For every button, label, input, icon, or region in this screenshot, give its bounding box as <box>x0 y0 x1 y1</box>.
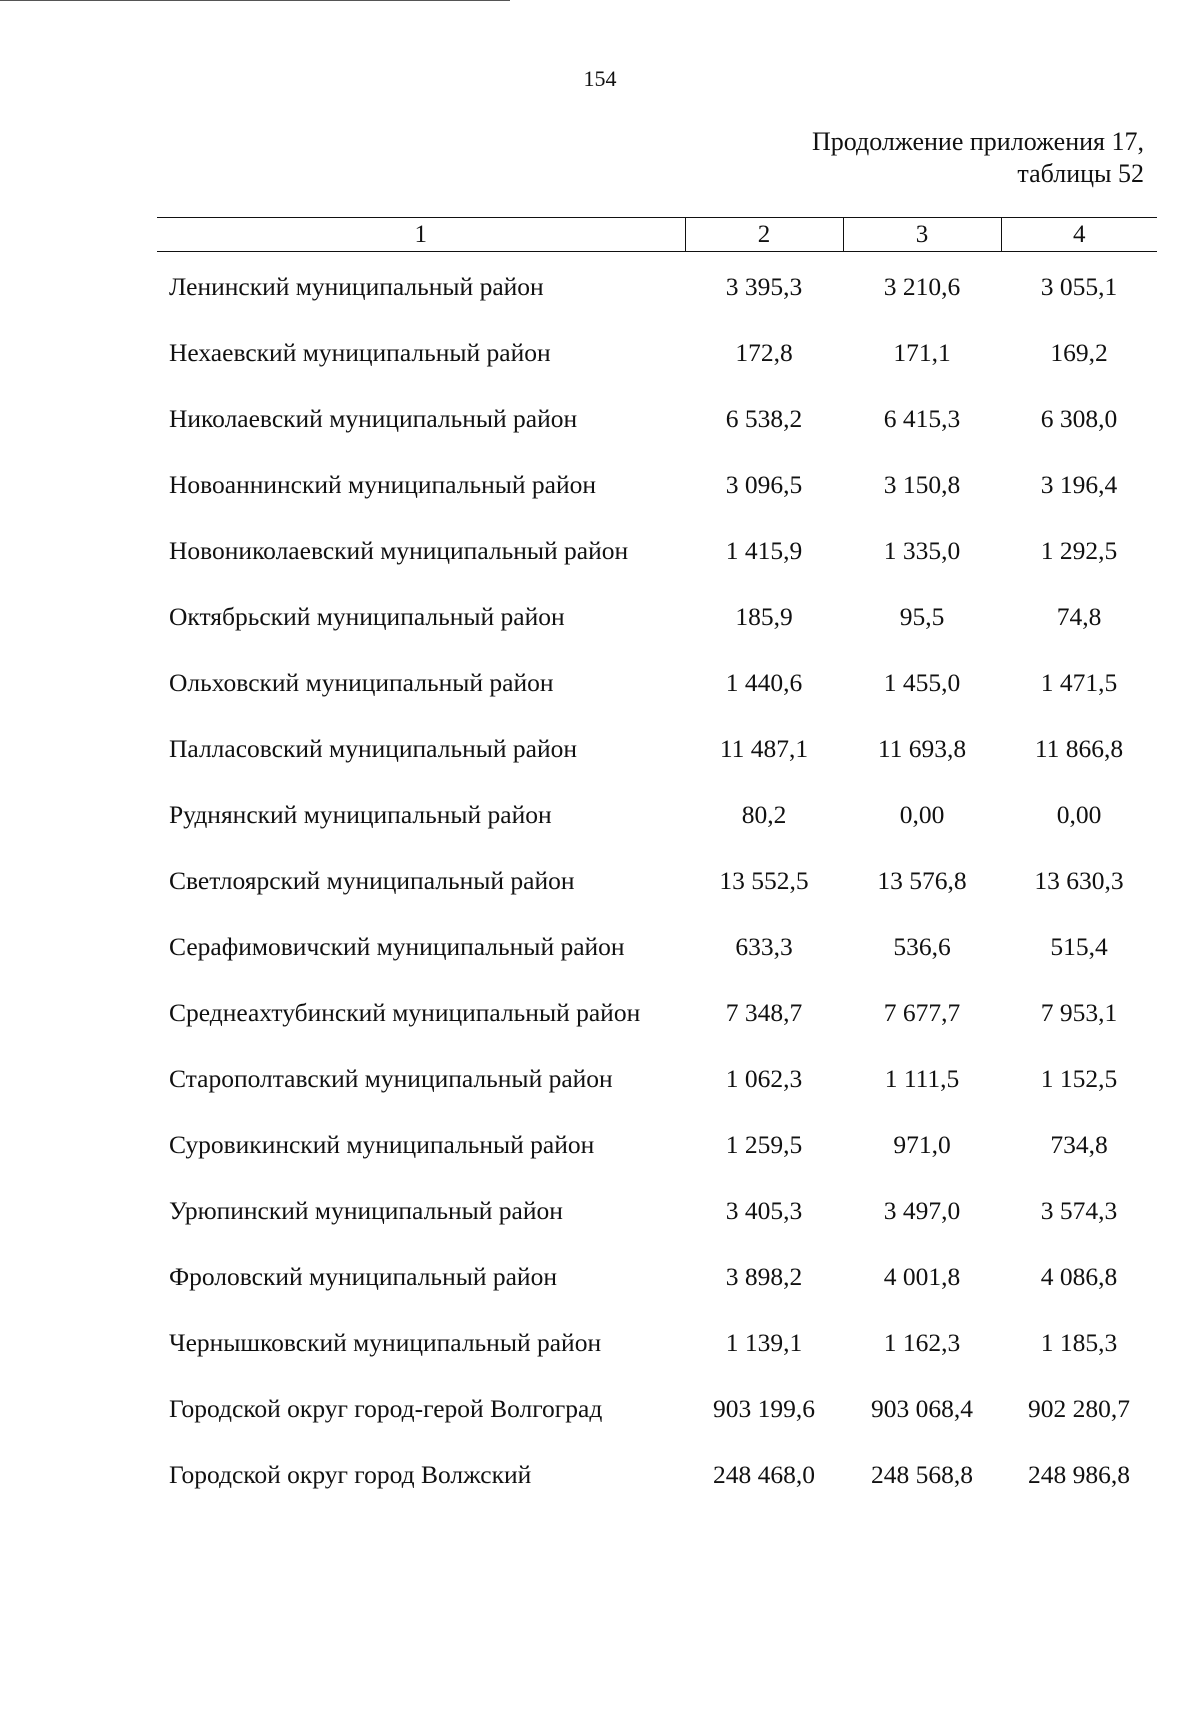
value-cell-col-2: 1 139,1 <box>725 1328 803 1357</box>
value-cell-col-4: 3 055,1 <box>1040 272 1118 301</box>
value-cell-col-4: 1 292,5 <box>1040 536 1118 565</box>
table-row <box>157 1195 1157 1261</box>
table-body <box>157 252 1157 1526</box>
table-row <box>157 1129 1157 1195</box>
value-cell-col-3: 971,0 <box>893 1130 951 1159</box>
value-cell-col-4: 1 185,3 <box>1040 1328 1118 1357</box>
municipality-name: Ольховский муниципальный район <box>169 668 554 697</box>
table-row <box>157 1393 1157 1459</box>
value-cell-col-4: 74,8 <box>1056 602 1102 631</box>
value-cell-col-2: 633,3 <box>735 932 793 961</box>
value-cell-col-4: 515,4 <box>1050 932 1108 961</box>
municipality-name: Нехаевский муниципальный район <box>169 338 551 367</box>
caption-line-2: таблицы 52 <box>1017 159 1144 188</box>
table-row <box>157 799 1157 865</box>
value-cell-col-2: 7 348,7 <box>725 998 803 1027</box>
value-cell-col-3: 7 677,7 <box>883 998 961 1027</box>
value-cell-col-3: 3 497,0 <box>883 1196 961 1225</box>
municipality-name: Ленинский муниципальный район <box>169 272 544 301</box>
value-cell-col-3: 1 335,0 <box>883 536 961 565</box>
municipality-name: Урюпинский муниципальный район <box>169 1196 563 1225</box>
value-cell-col-4: 248 986,8 <box>1028 1460 1130 1489</box>
value-cell-col-3: 171,1 <box>893 338 951 367</box>
table-row <box>157 601 1157 667</box>
municipality-name: Палласовский муниципальный район <box>169 734 577 763</box>
municipality-name: Среднеахтубинский муниципальный район <box>169 998 641 1027</box>
table-row <box>157 1261 1157 1327</box>
value-cell-col-4: 7 953,1 <box>1040 998 1118 1027</box>
value-cell-col-2: 3 395,3 <box>725 272 803 301</box>
value-cell-col-3: 3 150,8 <box>883 470 961 499</box>
value-cell-col-4: 0,00 <box>1056 800 1102 829</box>
table-caption <box>812 126 1144 190</box>
value-cell-col-2: 6 538,2 <box>725 404 803 433</box>
municipality-name: Серафимовичский муниципальный район <box>169 932 625 961</box>
value-cell-col-2: 248 468,0 <box>713 1460 815 1489</box>
table-row <box>157 403 1157 469</box>
column-header: 2 <box>685 218 843 252</box>
value-cell-col-2: 80,2 <box>741 800 787 829</box>
municipality-name: Суровикинский муниципальный район <box>169 1130 595 1159</box>
value-cell-col-2: 1 440,6 <box>725 668 803 697</box>
table-row <box>157 865 1157 931</box>
value-cell-col-2: 3 405,3 <box>725 1196 803 1225</box>
table-row <box>157 667 1157 733</box>
table-row <box>157 337 1157 403</box>
column-header: 3 <box>843 218 1001 252</box>
value-cell-col-4: 13 630,3 <box>1034 866 1124 895</box>
value-cell-col-3: 1 111,5 <box>884 1064 960 1093</box>
table-row <box>157 271 1157 337</box>
value-cell-col-3: 95,5 <box>899 602 945 631</box>
municipality-name: Октябрьский муниципальный район <box>169 602 565 631</box>
value-cell-col-3: 536,6 <box>893 932 951 961</box>
value-cell-col-3: 4 001,8 <box>883 1262 961 1291</box>
column-header: 4 <box>1001 218 1157 252</box>
table-row <box>157 1459 1157 1525</box>
municipality-name: Фроловский муниципальный район <box>169 1262 557 1291</box>
value-cell-col-3: 3 210,6 <box>883 272 961 301</box>
value-cell-col-4: 4 086,8 <box>1040 1262 1118 1291</box>
value-cell-col-2: 172,8 <box>735 338 793 367</box>
municipality-name: Городской округ город Волжский <box>169 1460 532 1489</box>
top-rule <box>0 0 510 1</box>
value-cell-col-2: 1 259,5 <box>725 1130 803 1159</box>
value-cell-col-3: 1 455,0 <box>883 668 961 697</box>
table-row <box>157 1063 1157 1129</box>
municipality-name: Николаевский муниципальный район <box>169 404 578 433</box>
page-number: 154 <box>583 66 617 91</box>
value-cell-col-4: 11 866,8 <box>1034 734 1124 763</box>
municipality-name: Старополтавский муниципальный район <box>169 1064 613 1093</box>
value-cell-col-2: 1 062,3 <box>725 1064 803 1093</box>
value-cell-col-3: 13 576,8 <box>877 866 967 895</box>
value-cell-col-3: 903 068,4 <box>871 1394 973 1423</box>
value-cell-col-4: 1 152,5 <box>1040 1064 1118 1093</box>
table-row <box>157 931 1157 997</box>
value-cell-col-4: 3 574,3 <box>1040 1196 1118 1225</box>
value-cell-col-2: 903 199,6 <box>713 1394 815 1423</box>
municipality-name: Светлоярский муниципальный район <box>169 866 575 895</box>
caption-line-1: Продолжение приложения 17, <box>811 127 1144 156</box>
table-row <box>157 997 1157 1063</box>
municipality-name: Новоаннинский муниципальный район <box>169 470 596 499</box>
column-header: 1 <box>157 218 685 252</box>
value-cell-col-2: 1 415,9 <box>725 536 803 565</box>
municipality-name: Городской округ город-герой Волгоград <box>169 1394 603 1423</box>
value-cell-col-2: 3 898,2 <box>725 1262 803 1291</box>
value-cell-col-4: 3 196,4 <box>1040 470 1118 499</box>
value-cell-col-3: 11 693,8 <box>877 734 967 763</box>
municipality-name: Новониколаевский муниципальный район <box>169 536 629 565</box>
value-cell-col-4: 6 308,0 <box>1040 404 1118 433</box>
municipality-name: Руднянский муниципальный район <box>169 800 552 829</box>
table-row <box>157 469 1157 535</box>
value-cell-col-4: 169,2 <box>1050 338 1108 367</box>
value-cell-col-2: 11 487,1 <box>719 734 809 763</box>
value-cell-col-4: 1 471,5 <box>1040 668 1118 697</box>
value-cell-col-2: 185,9 <box>735 602 793 631</box>
value-cell-col-3: 0,00 <box>899 800 945 829</box>
value-cell-col-2: 13 552,5 <box>719 866 809 895</box>
value-cell-col-4: 734,8 <box>1050 1130 1108 1159</box>
table-row <box>157 1327 1157 1393</box>
value-cell-col-3: 1 162,3 <box>883 1328 961 1357</box>
value-cell-col-2: 3 096,5 <box>725 470 803 499</box>
municipality-name: Чернышковский муниципальный район <box>169 1328 602 1357</box>
table-row <box>157 733 1157 799</box>
value-cell-col-4: 902 280,7 <box>1028 1394 1130 1423</box>
value-cell-col-3: 248 568,8 <box>871 1460 973 1489</box>
data-table <box>157 217 1157 1525</box>
value-cell-col-3: 6 415,3 <box>883 404 961 433</box>
table-row <box>157 535 1157 601</box>
header-row <box>157 218 1157 252</box>
spacer-row <box>157 252 1157 272</box>
